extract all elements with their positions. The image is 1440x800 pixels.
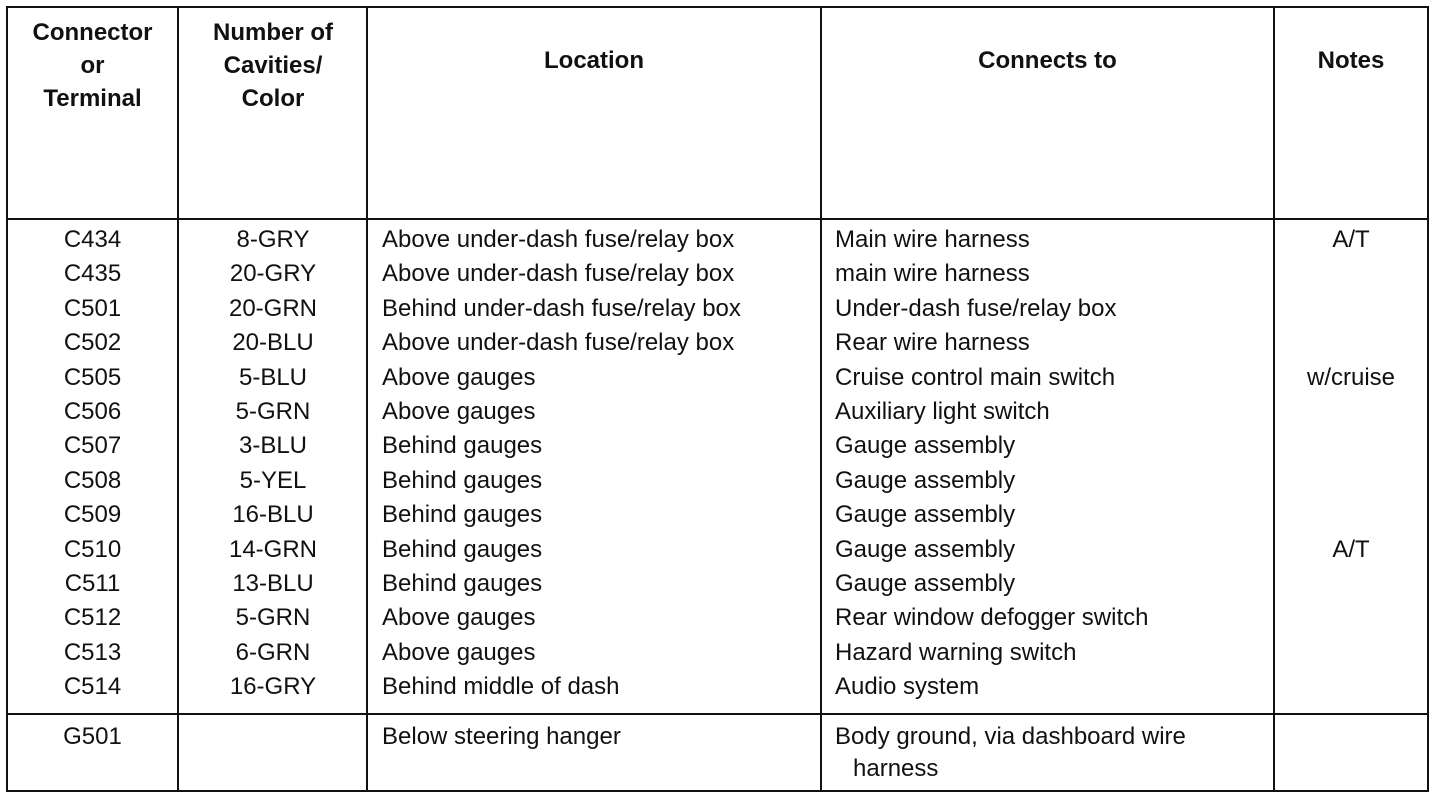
row-connects-to: Auxiliary light switch xyxy=(835,398,1050,425)
row-connector: C501 xyxy=(63,294,122,322)
header-notes xyxy=(1275,44,1427,77)
row-location: Behind gauges xyxy=(382,501,543,529)
header-line: Location xyxy=(544,47,644,74)
row-connector: C505 xyxy=(63,363,122,391)
row-location: Behind gauges xyxy=(382,535,543,563)
row-cavities: 5-YEL xyxy=(239,466,307,494)
row-cavities: 20-GRY xyxy=(229,260,317,288)
ground-location: Below steering hanger xyxy=(382,723,621,750)
row-connector: C435 xyxy=(63,260,122,288)
row-location: Behind under-dash fuse/relay box xyxy=(382,294,741,322)
row-cavities: 14-GRN xyxy=(228,535,318,563)
row-connects-to: Gauge assembly xyxy=(835,501,1016,529)
row-connector: C512 xyxy=(63,604,122,632)
row-connector: C509 xyxy=(63,501,122,529)
row-cavities: 5-GRN xyxy=(235,398,311,425)
header-location xyxy=(368,44,820,77)
header-line: Color xyxy=(241,85,305,112)
header-line: Terminal xyxy=(43,85,142,112)
row-connector: C510 xyxy=(63,535,122,563)
ground-connects-to xyxy=(835,721,1273,785)
ground-section-divider xyxy=(8,713,1427,715)
row-connects-to: Rear window defogger switch xyxy=(835,604,1149,632)
row-connects-to: main wire harness xyxy=(835,260,1030,288)
row-location: Above under-dash fuse/relay box xyxy=(382,260,735,288)
row-connects-to: Main wire harness xyxy=(835,226,1030,253)
row-location: Above gauges xyxy=(382,363,536,391)
row-cavities: 13-BLU xyxy=(232,570,314,597)
row-notes: w/cruise xyxy=(1306,363,1396,391)
row-connects-to: Rear wire harness xyxy=(835,329,1030,357)
row-connects-to: Audio system xyxy=(835,673,980,701)
row-connects-to: Hazard warning switch xyxy=(835,638,1077,666)
row-location: Above gauges xyxy=(382,604,536,632)
header-connects-to xyxy=(822,44,1273,77)
header-line: Number of xyxy=(213,19,333,46)
row-cavities: 5-GRN xyxy=(235,604,311,632)
row-notes: A/T xyxy=(1332,535,1370,563)
row-cavities: 20-BLU xyxy=(232,329,314,357)
header-line: Notes xyxy=(1317,47,1385,74)
row-connector: C511 xyxy=(64,570,121,597)
row-location: Above under-dash fuse/relay box xyxy=(382,329,735,357)
row-location: Behind gauges xyxy=(382,432,543,460)
row-connects-to: Gauge assembly xyxy=(835,535,1016,563)
connects-line: harness xyxy=(853,755,939,782)
row-cavities: 5-BLU xyxy=(238,363,308,391)
header-connector xyxy=(8,16,177,115)
row-connector: C502 xyxy=(63,329,122,357)
row-location: Above under-dash fuse/relay box xyxy=(382,226,735,253)
row-location: Behind gauges xyxy=(382,570,543,597)
row-cavities: 6-GRN xyxy=(235,638,311,666)
header-cavities xyxy=(179,16,367,115)
row-connects-to: Gauge assembly xyxy=(835,570,1016,597)
header-line: Connects to xyxy=(978,47,1117,74)
connector-table xyxy=(6,6,1429,792)
row-location: Above gauges xyxy=(382,398,536,425)
row-connector: C513 xyxy=(63,638,122,666)
row-cavities: 20-GRN xyxy=(228,294,318,322)
row-cavities: 16-BLU xyxy=(232,501,314,529)
column-divider xyxy=(1273,8,1275,790)
row-connector: C507 xyxy=(63,432,122,460)
row-notes: A/T xyxy=(1332,226,1370,253)
row-cavities: 16-GRY xyxy=(229,673,317,701)
row-connects-to: Gauge assembly xyxy=(835,432,1016,460)
connects-line: Body ground, via dashboard wire xyxy=(835,723,1186,750)
row-connects-to: Cruise control main switch xyxy=(835,363,1116,391)
row-location: Above gauges xyxy=(382,638,536,666)
header-line: Cavities/ xyxy=(223,52,323,79)
row-cavities: 8-GRY xyxy=(236,226,310,253)
ground-connector: G501 xyxy=(63,723,122,750)
row-connector: C508 xyxy=(63,466,122,494)
row-cavities: 3-BLU xyxy=(238,432,308,460)
row-connector: C514 xyxy=(63,673,122,701)
header-line: or xyxy=(80,52,105,79)
header-divider xyxy=(8,218,1427,220)
header-line: Connector xyxy=(32,19,153,46)
row-connector: C434 xyxy=(63,226,122,253)
row-location: Behind middle of dash xyxy=(382,673,620,701)
row-connector: C506 xyxy=(63,398,122,425)
row-connects-to: Under-dash fuse/relay box xyxy=(835,294,1117,322)
row-location: Behind gauges xyxy=(382,466,543,494)
row-connects-to: Gauge assembly xyxy=(835,466,1016,494)
